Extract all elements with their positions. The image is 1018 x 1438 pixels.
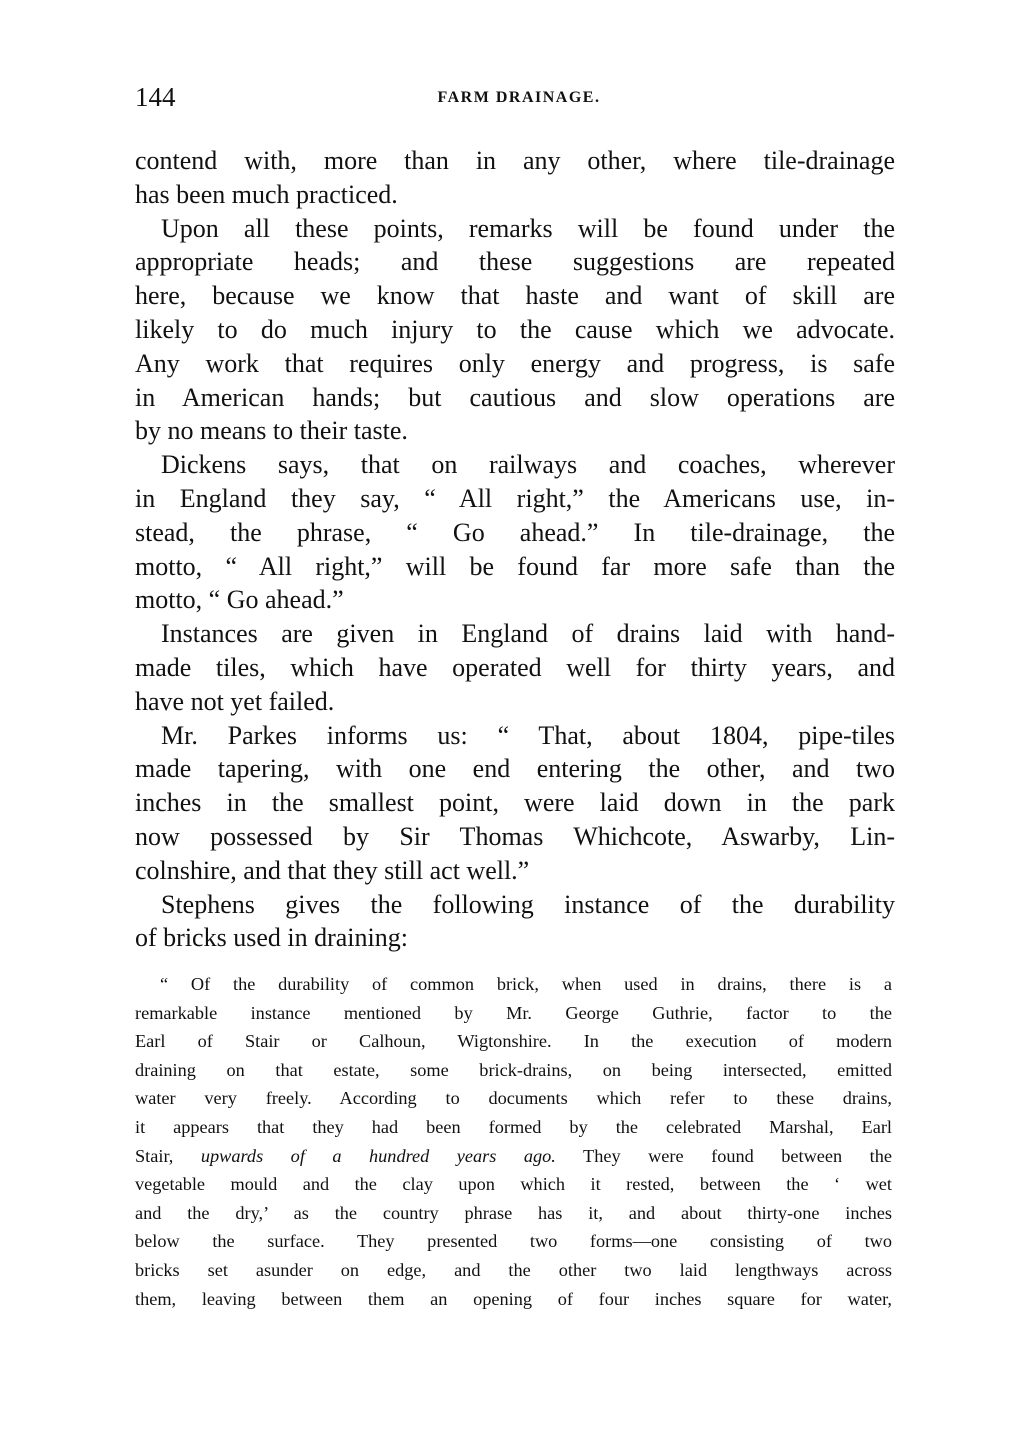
- text-line: made tiles, which have operated well for thirty years, and: [135, 652, 895, 682]
- quote-line: [135, 1142, 892, 1171]
- quote-italic-text: upwards of a hundred years ago.: [200, 1145, 556, 1166]
- quote-line: vegetable mould and the clay upon which it rested, between the ‘ wet: [135, 1174, 892, 1195]
- quote-line: and the dry,’ as the country phrase has it, and about thirty-one inches: [135, 1202, 892, 1223]
- text-line: Mr. Parkes informs us: “ That, about 1804, pipe-tiles: [161, 720, 895, 750]
- quote-line: remarkable instance mentioned by Mr. George Guthrie, factor to the: [135, 1002, 892, 1023]
- body-text: [135, 144, 895, 955]
- quote-text: Stair,: [135, 1145, 201, 1166]
- text-line: now possessed by Sir Thomas Whichcote, Aswarby, Lin-: [135, 821, 895, 851]
- text-line: motto, “ Go ahead.”: [135, 585, 344, 615]
- text-line: Dickens says, that on railways and coaches, wherever: [161, 450, 895, 480]
- text-line: stead, the phrase, “ Go ahead.” In tile-drainage, the: [135, 517, 895, 547]
- quote-line: “ Of the durability of common brick, when used in drains, there is a: [160, 974, 892, 994]
- quote-line: Earl of Stair or Calhoun, Wigtonshire. In the execution of modern: [135, 1031, 892, 1052]
- text-line: has been much practiced.: [135, 179, 398, 209]
- text-line: likely to do much injury to the cause which we advocate.: [135, 314, 895, 344]
- text-line: inches in the smallest point, were laid down in the park: [135, 788, 895, 818]
- text-line: of bricks used in draining:: [135, 923, 408, 953]
- text-line: motto, “ All right,” will be found far more safe than the: [135, 551, 895, 581]
- quote-line: draining on that estate, some brick-drains, on being intersected, emitted: [135, 1059, 892, 1080]
- page-number: 144: [135, 82, 176, 112]
- text-line: Upon all these points, remarks will be found under the: [161, 213, 895, 243]
- text-line: Instances are given in England of drains laid with hand-: [161, 619, 895, 649]
- text-line: in England they say, “ All right,” the Americans use, in-: [135, 483, 895, 513]
- quote-line: them, leaving between them an opening of four inches square for water,: [135, 1288, 892, 1309]
- quote-line: below the surface. They presented two forms—one consisting of two: [135, 1231, 892, 1252]
- text-line: contend with, more than in any other, where tile-drainage: [135, 146, 895, 175]
- running-title: FARM DRAINAGE.: [437, 89, 601, 106]
- text-line: have not yet failed.: [135, 686, 335, 716]
- text-line: made tapering, with one end entering the other, and two: [135, 754, 895, 784]
- text-line: Stephens gives the following instance of the durability: [161, 889, 895, 919]
- block-quote: [135, 970, 892, 1313]
- quote-line: it appears that they had been formed by the celebrated Marshal, Earl: [135, 1116, 892, 1137]
- text-line: appropriate heads; and these suggestions are repeated: [135, 247, 895, 277]
- text-line: colnshire, and that they still act well.”: [135, 855, 530, 885]
- text-line: Any work that requires only energy and progress, is safe: [135, 348, 895, 378]
- quote-line: water very freely. According to documents which refer to these drains,: [135, 1088, 892, 1109]
- text-line: by no means to their taste.: [135, 416, 408, 446]
- text-line: here, because we know that haste and want of skill are: [135, 281, 895, 311]
- text-line: in American hands; but cautious and slow operations are: [135, 382, 895, 412]
- quote-line: bricks set asunder on edge, and the other two laid lengthways across: [135, 1259, 892, 1280]
- quote-text: They were found between the: [555, 1145, 892, 1166]
